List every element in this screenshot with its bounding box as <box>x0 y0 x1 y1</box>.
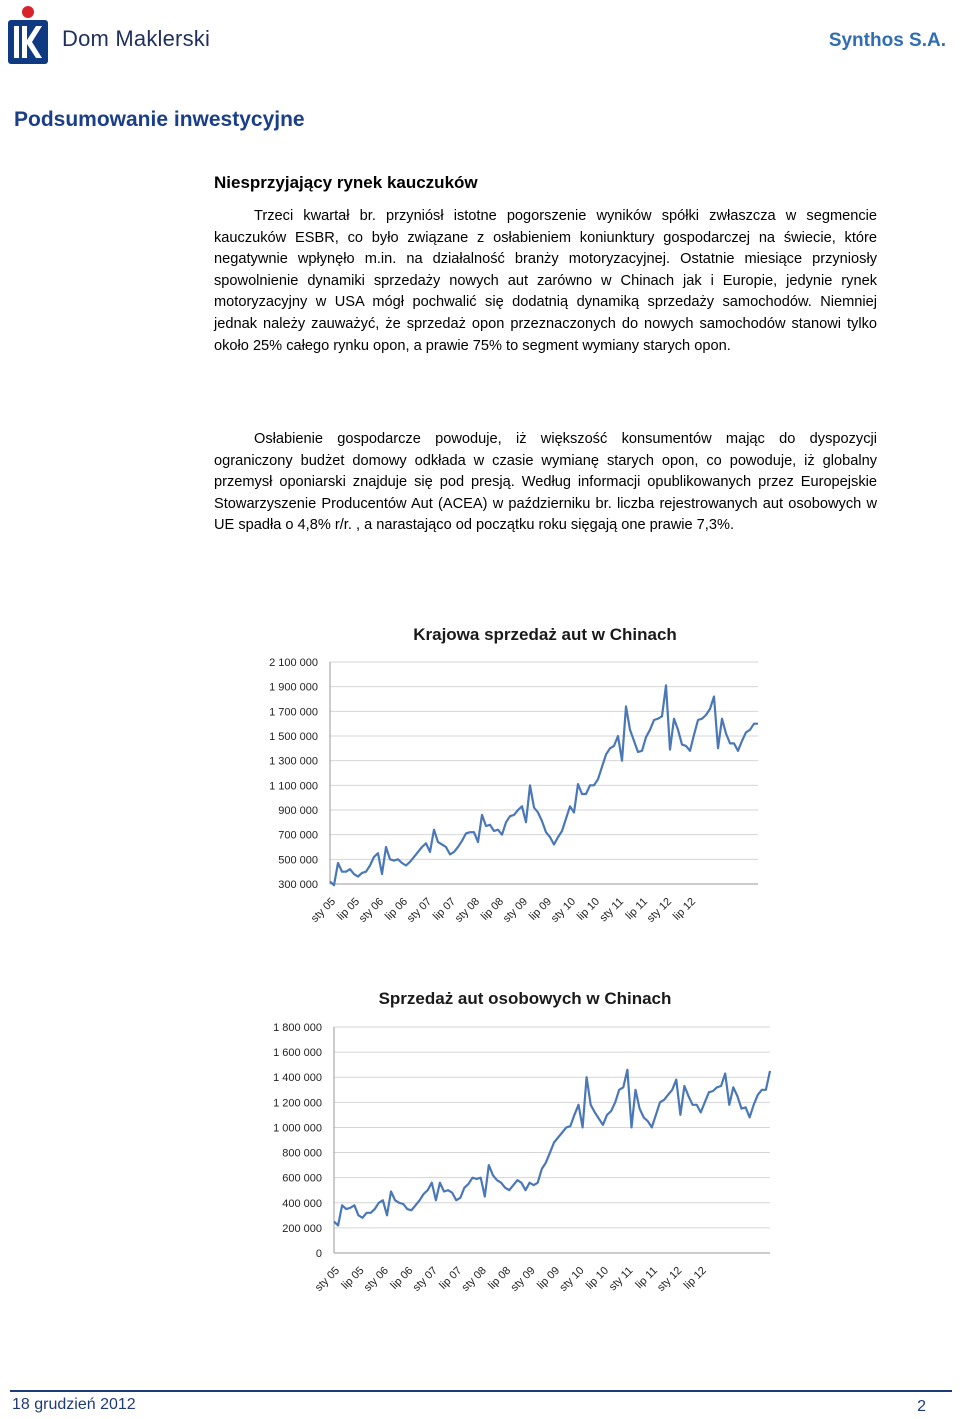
x-tick-label: lip 12 <box>681 1264 709 1292</box>
x-tick-label: lip 11 <box>623 895 651 923</box>
x-tick-label: lip 09 <box>527 895 555 923</box>
y-tick-label: 500 000 <box>278 854 318 867</box>
y-tick-label: 900 000 <box>278 805 318 817</box>
x-tick-label: lip 08 <box>486 1264 514 1292</box>
x-tick-label: sty 05 <box>312 1264 343 1294</box>
x-tick-label: sty 05 <box>308 895 339 925</box>
x-tick-label: sty 11 <box>606 1264 636 1294</box>
y-tick-label: 2 100 000 <box>269 657 318 669</box>
y-tick-label: 600 000 <box>282 1172 322 1185</box>
x-tick-label: sty 08 <box>452 895 483 925</box>
y-tick-label: 1 600 000 <box>273 1047 322 1060</box>
x-tick-label: sty 09 <box>508 1264 538 1294</box>
x-tick-label: lip 11 <box>633 1264 660 1292</box>
x-tick-label: lip 12 <box>671 895 699 923</box>
x-tick-label: lip 06 <box>388 1264 416 1292</box>
y-tick-label: 1 700 000 <box>269 706 318 719</box>
y-tick-label: 1 200 000 <box>273 1097 322 1110</box>
x-tick-label: lip 10 <box>583 1264 612 1292</box>
footer-date: 18 grudzień 2012 <box>12 1396 136 1413</box>
y-tick-label: 800 000 <box>282 1147 322 1160</box>
y-tick-label: 1 400 000 <box>273 1072 322 1085</box>
brand-name: Dom Maklerski <box>62 26 211 51</box>
x-tick-label: lip 09 <box>535 1264 563 1292</box>
footer-divider <box>10 1390 952 1392</box>
x-tick-label: sty 08 <box>459 1264 489 1294</box>
paragraph-2-text: Osłabienie gospodarcze powoduje, iż większość konsumentów mając do dyspozycji ograniczony budżet domowy odkłada w czasie wymianę starych opon, co powoduje, iż globalny przemysł oponiarski znajduje się pod presją. Według informacji opublikowanych przez Europejskie Stowarzyszenie Producentów Aut (ACEA) w październiku br. liczba rejestrowanych aut osobowych w UE spadła o 4,8% r/r. , a narastająco od początku roku sięgają one prawie 7,3%. <box>214 431 877 534</box>
x-tick-label: sty 06 <box>356 895 387 925</box>
y-tick-label: 700 000 <box>278 829 318 842</box>
x-tick-label: lip 10 <box>575 895 603 923</box>
company-name: Synthos S.A. <box>828 30 946 51</box>
x-tick-label: lip 08 <box>479 895 507 923</box>
y-tick-label: 1 300 000 <box>269 755 318 768</box>
x-tick-label: sty 11 <box>597 895 627 925</box>
y-tick-label: 1 800 000 <box>273 1022 322 1034</box>
x-tick-label: sty 12 <box>644 895 675 925</box>
subsection-title: Niesprzyjający rynek kauczuków <box>214 173 478 192</box>
x-tick-label: lip 07 <box>437 1264 465 1292</box>
y-tick-label: 400 000 <box>282 1197 322 1210</box>
x-tick-label: sty 07 <box>410 1264 440 1294</box>
page-number: 2 <box>917 1398 926 1415</box>
section-title: Podsumowanie inwestycyjne <box>14 108 305 131</box>
x-tick-label: sty 06 <box>361 1264 392 1294</box>
y-tick-label: 1 100 000 <box>269 780 318 793</box>
y-tick-label: 300 000 <box>278 879 318 891</box>
x-tick-label: lip 05 <box>339 1264 367 1292</box>
y-tick-label: 200 000 <box>282 1222 322 1235</box>
paragraph-1-text: Trzeci kwartał br. przyniósł istotne pogorszenie wyników spółki zwłaszcza w segmencie kauczuków ESBR, co było związane z osłabieniem koniunktury gospodarczej na świecie, które negatywnie wpłynęło m.in. na działalność branży motoryzacyjnej. Ostatnie miesiące przyniosły spowolnienie dynamiki sprzedaży nowych aut zarówno w Chinach jak i Europie, jedynie rynek motoryzacyjny w USA mógł pochwalić się dodatnią dynamiką sprzedaży samochodów. Niemniej jednak należy zauważyć, że sprzedaż opon przeznaczonych do nowych samochodów stanowi tylko około 25% całego rynku opon, a prawie 75% to segment wymiany starych opon. <box>214 208 877 354</box>
x-tick-label: sty 12 <box>655 1264 685 1294</box>
x-tick-label: sty 10 <box>557 1264 587 1294</box>
chart-2-title: Sprzedaż aut osobowych w Chinach <box>378 989 672 1008</box>
x-tick-label: lip 05 <box>335 895 363 923</box>
x-tick-label: sty 10 <box>548 895 579 925</box>
y-tick-label: 1 000 000 <box>273 1122 322 1135</box>
x-tick-label: sty 07 <box>404 895 435 925</box>
x-tick-label: lip 07 <box>431 895 459 923</box>
chart-1-title: Krajowa sprzedaż aut w Chinach <box>413 625 677 644</box>
x-tick-label: lip 06 <box>383 895 411 923</box>
y-tick-label: 1 900 000 <box>269 681 318 694</box>
y-tick-label: 1 500 000 <box>269 731 318 743</box>
y-tick-label: 0 <box>315 1248 322 1260</box>
series-line <box>334 1070 770 1226</box>
x-tick-label: sty 09 <box>500 895 531 925</box>
